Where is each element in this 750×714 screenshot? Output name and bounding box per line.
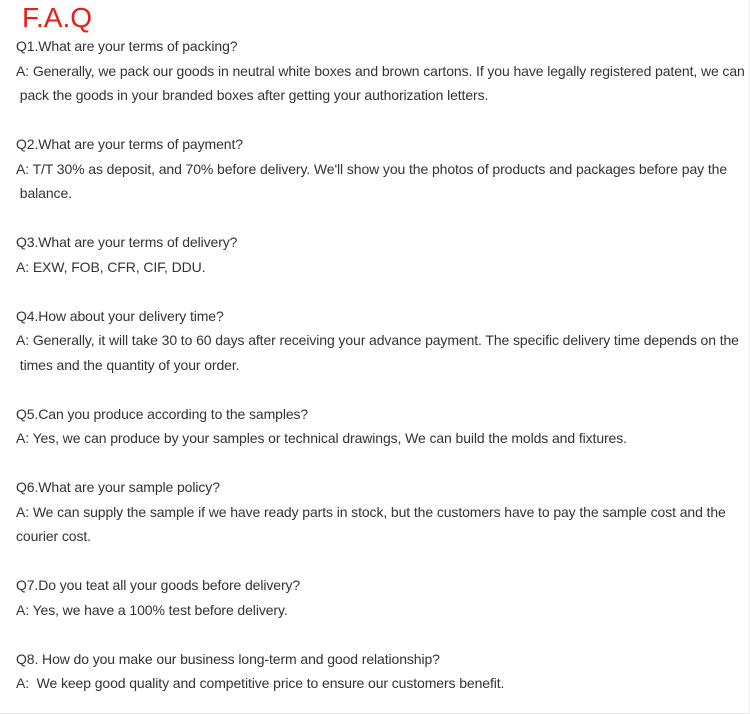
faq-answer-line: A: T/T 30% as deposit, and 70% before delivery. We'll show you the photos of products and packages before pay the [16,160,727,177]
faq-question: Q2.What are your terms of payment? [16,136,243,152]
faq-answer-line: A: EXW, FOB, CFR, CIF, DDU. [16,258,206,275]
faq-item [16,230,749,279]
faq-question: Q4.How about your delivery time? [16,307,224,324]
faq-question: Q5.Can you produce according to the samples? [16,405,309,422]
page-title: F.A.Q [22,2,93,33]
faq-item [16,573,749,622]
faq-answer-line: A: We can supply the sample if we have ready parts in stock, but the customers have to pay the sample cost and the [16,503,726,520]
faq-item [16,402,749,451]
faq-item [16,304,749,378]
faq-answer-line: A: Generally, we pack our goods in neutral white boxes and brown cartons. If you have legally registered patent, we can [16,62,745,79]
faq-answer-line: times and the quantity of your order. [16,356,240,373]
faq-item [16,132,749,206]
faq-answer-line: courier cost. [16,528,91,544]
faq-item [16,475,749,549]
faq-answer-line: A: Yes, we have a 100% test before delivery. [16,601,288,618]
faq-question: Q6.What are your sample policy? [16,479,220,495]
faq-question: Q1.What are your terms of packing? [16,38,238,54]
faq-answer-line: pack the goods in your branded boxes after getting your authorization letters. [16,87,489,103]
faq-question: Q7.Do you teat all your goods before delivery? [16,577,301,593]
faq-answer-line: A: We keep good quality and competitive price to ensure our customers benefit. [16,675,505,691]
faq-item [16,34,749,108]
faq-question: Q3.What are your terms of delivery? [16,234,238,250]
faq-item [16,647,749,696]
faq-question: Q8. How do you make our business long-term and good relationship? [16,650,440,667]
faq-answer-line: A: Yes, we can produce by your samples or technical drawings, We can build the molds and fixtures. [16,430,627,446]
faq-answer-line: A: Generally, it will take 30 to 60 days after receiving your advance payment. The specific delivery time depends on the [16,332,739,348]
faq-answer-line: balance. [16,185,72,201]
